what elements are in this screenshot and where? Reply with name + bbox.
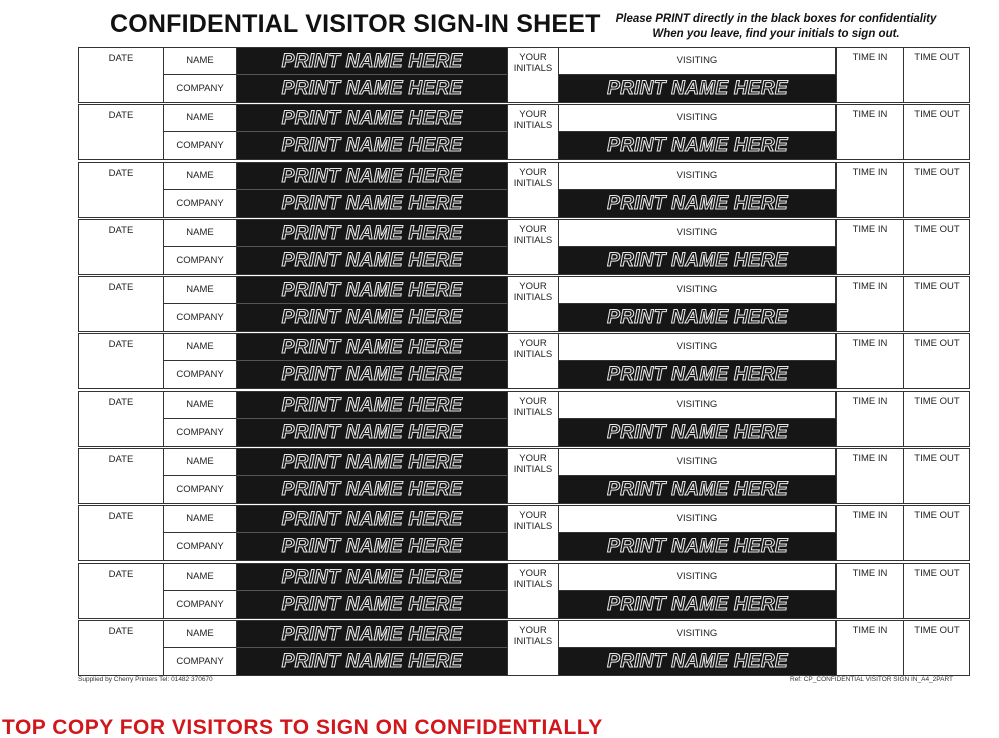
time-out-label: TIME OUT — [914, 567, 960, 579]
company-label: COMPANY — [164, 591, 237, 618]
time-out-field[interactable] — [904, 621, 970, 675]
visitor-entry — [78, 563, 970, 619]
visiting-label: VISITING — [559, 105, 836, 132]
initials-label-line-2: INITIALS — [513, 521, 553, 533]
name-label: NAME — [164, 334, 237, 361]
time-in-field[interactable] — [836, 564, 904, 618]
initials-label-line-2: INITIALS — [513, 578, 553, 590]
initials-label-line-2: INITIALS — [513, 406, 553, 418]
date-field[interactable] — [79, 334, 164, 388]
initials-label-line-1: YOUR — [519, 281, 547, 293]
visitor-entry — [78, 333, 970, 389]
company-print-box[interactable]: PRINT NAME HERE — [237, 361, 507, 388]
name-print-box[interactable]: PRINT NAME HERE — [237, 277, 507, 304]
company-print-box[interactable]: PRINT NAME HERE — [237, 533, 507, 560]
date-label: DATE — [108, 167, 134, 179]
time-in-field[interactable] — [836, 621, 904, 675]
date-field[interactable] — [79, 392, 164, 446]
initials-field[interactable] — [507, 220, 559, 274]
date-field[interactable] — [79, 163, 164, 217]
instructions-line-1: Please PRINT directly in the black boxes for confidentiality — [615, 13, 937, 25]
name-label: NAME — [164, 163, 237, 190]
initials-label-line-1: YOUR — [519, 223, 547, 235]
time-in-label: TIME IN — [852, 453, 888, 465]
time-in-field[interactable] — [836, 220, 904, 274]
initials-label-line-2: INITIALS — [513, 234, 553, 246]
visiting-label: VISITING — [559, 564, 836, 591]
time-out-label: TIME OUT — [914, 338, 960, 350]
initials-field[interactable] — [507, 334, 559, 388]
initials-label-line-2: INITIALS — [513, 120, 553, 132]
company-print-box[interactable]: PRINT NAME HERE — [237, 304, 507, 331]
company-label: COMPANY — [164, 132, 237, 159]
visiting-print-box[interactable]: PRINT NAME HERE — [559, 247, 836, 274]
visiting-label: VISITING — [559, 48, 836, 75]
company-print-box[interactable]: PRINT NAME HERE — [237, 648, 507, 675]
company-print-box[interactable]: PRINT NAME HERE — [237, 419, 507, 446]
time-in-field[interactable] — [836, 506, 904, 560]
name-print-box[interactable]: PRINT NAME HERE — [237, 564, 507, 591]
time-out-field[interactable] — [904, 506, 970, 560]
visiting-print-box[interactable]: PRINT NAME HERE — [559, 419, 836, 446]
date-label: DATE — [108, 282, 134, 294]
time-out-field[interactable] — [904, 48, 970, 102]
name-print-box[interactable]: PRINT NAME HERE — [237, 392, 507, 419]
instructions-line-2: When you leave, find your initials to sign out. — [652, 28, 900, 40]
visiting-label: VISITING — [559, 220, 836, 247]
name-label: NAME — [164, 621, 237, 648]
time-out-label: TIME OUT — [914, 510, 960, 522]
name-print-box[interactable]: PRINT NAME HERE — [237, 449, 507, 476]
instructions — [596, 12, 956, 42]
company-label: COMPANY — [164, 247, 237, 274]
date-field[interactable] — [79, 564, 164, 618]
time-in-label: TIME IN — [852, 166, 888, 178]
company-label: COMPANY — [164, 361, 237, 388]
initials-label-line-1: YOUR — [519, 395, 547, 407]
date-label: DATE — [108, 625, 134, 637]
time-in-label: TIME IN — [852, 281, 888, 293]
time-out-label: TIME OUT — [914, 109, 960, 121]
company-label: COMPANY — [164, 419, 237, 446]
top-copy-banner: TOP COPY FOR VISITORS TO SIGN ON CONFIDENTIALLY — [2, 716, 603, 738]
visiting-print-box[interactable]: PRINT NAME HERE — [559, 304, 836, 331]
visiting-print-box[interactable]: PRINT NAME HERE — [559, 476, 836, 503]
visiting-label: VISITING — [559, 449, 836, 476]
name-print-box[interactable]: PRINT NAME HERE — [237, 163, 507, 190]
time-out-label: TIME OUT — [914, 624, 960, 636]
initials-field[interactable] — [507, 163, 559, 217]
name-label: NAME — [164, 48, 237, 75]
time-in-label: TIME IN — [852, 109, 888, 121]
date-field[interactable] — [79, 621, 164, 675]
time-out-field[interactable] — [904, 392, 970, 446]
initials-label-line-1: YOUR — [519, 567, 547, 579]
visitor-entry — [78, 162, 970, 218]
visiting-print-box[interactable]: PRINT NAME HERE — [559, 190, 836, 217]
time-in-label: TIME IN — [852, 567, 888, 579]
initials-label-line-1: YOUR — [519, 166, 547, 178]
visitor-entry — [78, 47, 970, 103]
visiting-label: VISITING — [559, 334, 836, 361]
visiting-print-box[interactable]: PRINT NAME HERE — [559, 591, 836, 618]
initials-label-line-2: INITIALS — [513, 635, 553, 647]
date-field[interactable] — [79, 48, 164, 102]
reference-note: Ref: CP_CONFIDENTIAL VISITOR SIGN IN_A4_2PART — [790, 676, 954, 683]
time-in-label: TIME IN — [852, 338, 888, 350]
name-label: NAME — [164, 506, 237, 533]
visitor-entry — [78, 104, 970, 160]
visitor-entry — [78, 219, 970, 275]
name-print-box[interactable]: PRINT NAME HERE — [237, 220, 507, 247]
initials-field[interactable] — [507, 105, 559, 159]
time-out-field[interactable] — [904, 277, 970, 331]
time-out-label: TIME OUT — [914, 166, 960, 178]
time-out-field[interactable] — [904, 220, 970, 274]
visiting-label: VISITING — [559, 163, 836, 190]
visiting-label: VISITING — [559, 506, 836, 533]
time-out-label: TIME OUT — [914, 453, 960, 465]
visitor-entry — [78, 448, 970, 504]
name-print-box[interactable]: PRINT NAME HERE — [237, 105, 507, 132]
supplier-note: Supplied by Cherry Printers Tel: 01482 370670 — [78, 676, 213, 683]
name-label: NAME — [164, 449, 237, 476]
time-out-field[interactable] — [904, 334, 970, 388]
time-out-label: TIME OUT — [914, 52, 960, 63]
initials-label-line-2: INITIALS — [513, 63, 553, 74]
visiting-label: VISITING — [559, 621, 836, 648]
visitor-entry — [78, 276, 970, 332]
date-field[interactable] — [79, 449, 164, 503]
initials-label-line-1: YOUR — [519, 510, 547, 522]
name-print-box[interactable]: PRINT NAME HERE — [237, 621, 507, 648]
initials-field[interactable] — [507, 449, 559, 503]
time-in-label: TIME IN — [852, 624, 888, 636]
name-label: NAME — [164, 392, 237, 419]
visiting-print-box[interactable]: PRINT NAME HERE — [559, 132, 836, 159]
company-label: COMPANY — [164, 533, 237, 560]
time-in-field[interactable] — [836, 392, 904, 446]
company-label: COMPANY — [164, 648, 237, 675]
initials-field[interactable] — [507, 392, 559, 446]
company-print-box[interactable]: PRINT NAME HERE — [237, 75, 507, 102]
initials-label-line-1: YOUR — [519, 624, 547, 636]
company-label: COMPANY — [164, 304, 237, 331]
initials-label-line-2: INITIALS — [513, 292, 553, 304]
time-out-label: TIME OUT — [914, 395, 960, 407]
visiting-label: VISITING — [559, 392, 836, 419]
initials-label-line-2: INITIALS — [513, 464, 553, 476]
time-in-label: TIME IN — [852, 223, 888, 235]
name-print-box[interactable]: PRINT NAME HERE — [237, 48, 507, 75]
initials-label-line-1: YOUR — [519, 52, 547, 63]
time-in-field[interactable] — [836, 163, 904, 217]
time-in-label: TIME IN — [852, 395, 888, 407]
time-out-field[interactable] — [904, 163, 970, 217]
time-out-label: TIME OUT — [914, 281, 960, 293]
date-field[interactable] — [79, 220, 164, 274]
name-label: NAME — [164, 105, 237, 132]
company-print-box[interactable]: PRINT NAME HERE — [237, 132, 507, 159]
initials-field[interactable] — [507, 48, 559, 102]
name-print-box[interactable]: PRINT NAME HERE — [237, 334, 507, 361]
initials-label-line-2: INITIALS — [513, 349, 553, 361]
date-label: DATE — [108, 454, 134, 466]
company-print-box[interactable]: PRINT NAME HERE — [237, 476, 507, 503]
name-print-box[interactable]: PRINT NAME HERE — [237, 506, 507, 533]
time-in-field[interactable] — [836, 449, 904, 503]
visiting-print-box[interactable]: PRINT NAME HERE — [559, 75, 836, 102]
visiting-label: VISITING — [559, 277, 836, 304]
company-print-box[interactable]: PRINT NAME HERE — [237, 190, 507, 217]
company-label: COMPANY — [164, 190, 237, 217]
initials-label-line-1: YOUR — [519, 109, 547, 121]
date-field[interactable] — [79, 277, 164, 331]
time-in-label: TIME IN — [852, 510, 888, 522]
time-out-field[interactable] — [904, 105, 970, 159]
time-out-label: TIME OUT — [914, 223, 960, 235]
visitor-entry — [78, 620, 970, 676]
initials-label-line-1: YOUR — [519, 453, 547, 465]
visiting-print-box[interactable]: PRINT NAME HERE — [559, 361, 836, 388]
sheet-title: CONFIDENTIAL VISITOR SIGN-IN SHEET — [110, 10, 601, 38]
initials-field[interactable] — [507, 277, 559, 331]
time-in-field[interactable] — [836, 48, 904, 102]
initials-field[interactable] — [507, 621, 559, 675]
time-in-label: TIME IN — [852, 52, 888, 63]
date-label: DATE — [108, 511, 134, 523]
date-label: DATE — [108, 110, 134, 122]
visiting-print-box[interactable]: PRINT NAME HERE — [559, 648, 836, 675]
company-print-box[interactable]: PRINT NAME HERE — [237, 591, 507, 618]
visiting-print-box[interactable]: PRINT NAME HERE — [559, 533, 836, 560]
date-label: DATE — [108, 224, 134, 236]
time-in-field[interactable] — [836, 105, 904, 159]
time-in-field[interactable] — [836, 277, 904, 331]
time-out-field[interactable] — [904, 564, 970, 618]
company-label: COMPANY — [164, 75, 237, 102]
time-out-field[interactable] — [904, 449, 970, 503]
initials-label-line-1: YOUR — [519, 338, 547, 350]
company-print-box[interactable]: PRINT NAME HERE — [237, 247, 507, 274]
initials-field[interactable] — [507, 506, 559, 560]
date-label: DATE — [108, 53, 134, 64]
date-label: DATE — [108, 568, 134, 580]
company-label: COMPANY — [164, 476, 237, 503]
date-field[interactable] — [79, 506, 164, 560]
visitor-entry — [78, 391, 970, 447]
time-in-field[interactable] — [836, 334, 904, 388]
date-field[interactable] — [79, 105, 164, 159]
visitor-entry — [78, 505, 970, 561]
sign-in-table — [78, 47, 970, 677]
initials-field[interactable] — [507, 564, 559, 618]
initials-label-line-2: INITIALS — [513, 177, 553, 189]
name-label: NAME — [164, 277, 237, 304]
name-label: NAME — [164, 564, 237, 591]
date-label: DATE — [108, 396, 134, 408]
date-label: DATE — [108, 339, 134, 351]
name-label: NAME — [164, 220, 237, 247]
